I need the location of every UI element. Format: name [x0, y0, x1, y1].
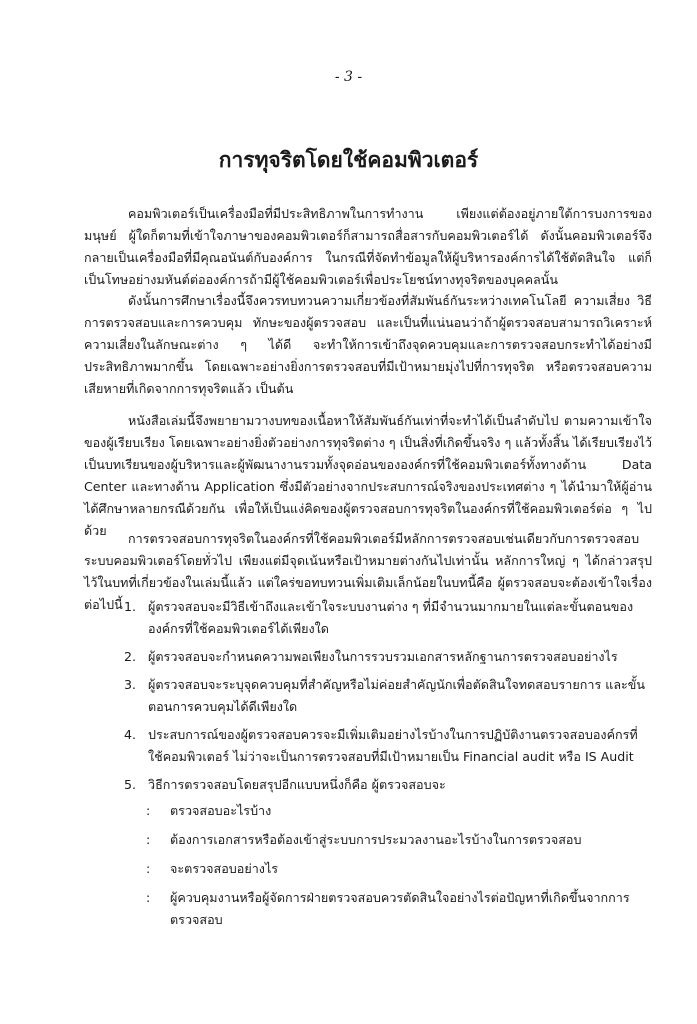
list-item-number: 3. — [124, 677, 137, 692]
sub-list-text: ต้องการเอกสารหรือต้องเข้าสู่ระบบการประมวลงานอะไรบ้างในการตรวจสอบ — [170, 832, 582, 847]
paragraph-2: ดังนั้นการศึกษาเรื่องนี้จึงควรทบทวนความเกี่ยวข้องที่สัมพันธ์กันระหว่างเทคโนโลยี ความเสี่ยง วิธีการตรวจสอบและการควบคุม ทักษะของผู้ตรวจสอบ และเป็นที่แน่นอนว่าถ้าผู้ตรวจสอบสามารถวิเคราะห์ความเสี่ยงในลักษณะต่าง ๆ ได้ดี จะทำให้การเข้าถึงจุดควบคุมและการตรวจสอบกระทำได้อย่างมีประสิทธิภาพมากขึ้น โดยเฉพาะอย่างยิ่งการตรวจสอบที่มีเป้าหมายมุ่งไปที่การทุจริต หรือตรวจสอบความเสียหายที่เกิดจากการทุจริตแล้ว เป็นต้น — [84, 293, 652, 396]
list-item-text: ประสบการณ์ของผู้ตรวจสอบควรจะมีเพิ่มเติมอย่างไรบ้างในการปฏิบัติงานตรวจสอบองค์กรที่ใช้คอมพิวเตอร์ ไม่ว่าจะเป็นการตรวจสอบที่มีเป้าหมายเป็น Financial audit หรือ IS Audit — [148, 727, 638, 764]
list-item — [124, 596, 652, 640]
list-item-text: วิธีการตรวจสอบโดยสรุปอีกแบบหนึ่งก็คือ ผู้ตรวจสอบจะ — [148, 777, 446, 792]
sub-list-marker: : — [146, 861, 151, 876]
list-item — [124, 774, 652, 796]
list-item-text: ผู้ตรวจสอบจะกำหนดความพอเพียงในการรวบรวมเอกสารหลักฐานการตรวจสอบอย่างไร — [148, 649, 618, 664]
paragraph-4: การตรวจสอบการทุจริตในองค์กรที่ใช้คอมพิวเตอร์มีหลักการตรวจสอบเช่นเดียวกับการตรวจสอบระบบคอมพิวเตอร์โดยทั่วไป เพียงแต่มีจุดเน้นหรือเป้าหมายต่างกันไปเท่านั้น หลักการใหญ่ ๆ ได้กล่าวสรุปไว้ในบทที่เกี่ยวข้องในเล่มนี้แล้ว แต่ใคร่ขอทบทวนเพิ่มเติมเล็กน้อยในบทนี้คือ ผู้ตรวจสอบจะต้องเข้าใจเรื่องต่อไปนี้ — [84, 531, 652, 612]
list-item — [124, 674, 652, 718]
list-item-text: ผู้ตรวจสอบจะระบุจุดควบคุมที่สำคัญหรือไม่ค่อยสำคัญนักเพื่อตัดสินใจทดสอบรายการ และขั้นตอนการควบคุมได้ดีเพียงใด — [148, 677, 646, 714]
paragraph-3: หนังสือเล่มนี้จึงพยายามวางบทของเนื้อหาให้สัมพันธ์กันเท่าที่จะทำได้เป็นลำดับไป ตามความเข้าใจของผู้เรียบเรียง โดยเฉพาะอย่างยิ่งตัวอย่างการทุจริตต่าง ๆ เป็นสิ่งที่เกิดขึ้นจริง ๆ แล้วทั้งสิ้น ได้เรียบเรียงไว้เป็นบทเรียนของผู้บริหารและผู้พัฒนางานรวมทั้งจุดอ่อนขององค์กรที่ใช้คอมพิวเตอร์ทั้งทางด้าน Data Center และทางด้าน Application ซึ่งมีตัวอย่างจากประสบการณ์จริงของประเทศต่าง ๆ ได้นำมาให้ผู้อ่านได้ศึกษาหลายกรณีด้วยกัน เพื่อให้เป็นแง่คิดของผู้ตรวจสอบการทุจริตในองค์กรที่ใช้คอมพิวเตอร์ต่อ ๆ ไปด้วย — [84, 413, 652, 538]
document-title: การทุจริตโดยใช้คอมพิวเตอร์ — [218, 148, 479, 172]
list-item — [124, 724, 652, 768]
list-item-number: 5. — [124, 777, 137, 792]
sub-list-marker: : — [146, 832, 151, 847]
sub-list-item — [124, 829, 652, 851]
sub-list-marker: : — [146, 803, 151, 818]
sub-list-marker: : — [146, 890, 151, 905]
numbered-list — [124, 596, 652, 802]
sub-list-item — [124, 887, 652, 931]
list-item-number: 2. — [124, 649, 137, 664]
paragraph-1: คอมพิวเตอร์เป็นเครื่องมือที่มีประสิทธิภาพในการทำงาน เพียงแต่ต้องอยู่ภายใต้การบงการของมนุษย์ ผู้ใดก็ตามที่เข้าใจภาษาของคอมพิวเตอร์ก็สามารถสื่อสารกับคอมพิวเตอร์ได้ ดังนั้นคอมพิวเตอร์จึงกลายเป็นเครื่องมือที่มีคุณอนันต์กับองค์การ ในกรณีที่จัดทำข้อมูลให้ผู้บริหารองค์การได้ใช้ตัดสินใจ แต่ก็เป็นโทษอย่างมหันต์ต่อองค์การถ้ามีผู้ใช้คอมพิวเตอร์เพื่อประโยชน์ทางทุจริตของบุคคลนั้น — [84, 206, 652, 287]
list-item-text: ผู้ตรวจสอบจะมีวิธีเข้าถึงและเข้าใจระบบงานต่าง ๆ ที่มีจำนวนมากมายในแต่ละขั้นตอนขององค์กรที่ใช้คอมพิวเตอร์ได้เพียงใด — [148, 599, 634, 636]
sub-list — [124, 800, 652, 938]
sub-list-text: จะตรวจสอบอย่างไร — [170, 861, 279, 876]
list-item-number: 4. — [124, 727, 137, 742]
page-number: - 3 - — [334, 69, 363, 85]
list-item — [124, 646, 652, 668]
sub-list-item — [124, 800, 652, 822]
sub-list-item — [124, 858, 652, 880]
list-item-number: 1. — [124, 599, 137, 614]
sub-list-text: ผู้ควบคุมงานหรือผู้จัดการฝ่ายตรวจสอบควรตัดสินใจอย่างไรต่อปัญหาที่เกิดขึ้นจากการตรวจสอบ — [170, 890, 630, 927]
sub-list-text: ตรวจสอบอะไรบ้าง — [170, 803, 272, 818]
